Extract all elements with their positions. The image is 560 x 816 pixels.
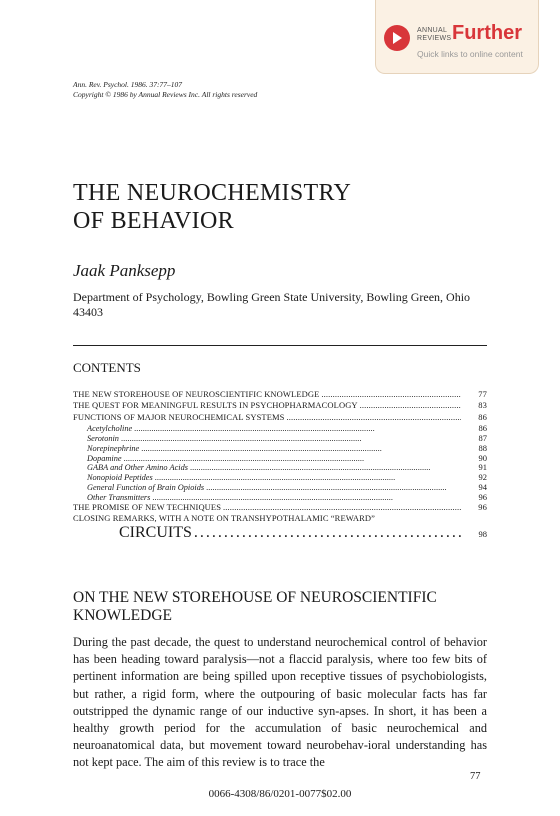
toc-entry-page: 86 [478, 423, 487, 434]
author: Jaak Panksepp [73, 261, 176, 280]
toc-leader-dots [152, 493, 461, 502]
toc-entry[interactable] [73, 502, 487, 513]
toc-entry-page: 87 [478, 432, 487, 443]
toc-leader-dots [121, 434, 461, 443]
citation-journal: Ann. Rev. Psychol. 1986. 37:77–107 [73, 80, 183, 89]
toc-leader-dots [287, 412, 462, 422]
toc-entry-label: THE NEW STOREHOUSE OF NEUROSCIENTIFIC KNOWLEDGE [73, 389, 320, 399]
toc-entry[interactable] [73, 433, 487, 443]
annual-reviews-logo-text: ANNUAL REVIEWS [417, 27, 452, 42]
title-line-1: THE NEUROCHEMISTRY [73, 180, 352, 206]
page-number: 77 [470, 771, 481, 782]
annual-reviews-further-banner[interactable] [375, 0, 539, 74]
toc-entry[interactable] [73, 453, 487, 463]
toc-entry-label: THE QUEST FOR MEANINGFUL RESULTS IN PSYCHOPHARMACOLOGY [73, 400, 358, 411]
contents-heading: CONTENTS [73, 360, 141, 375]
toc-entry-label: Nonopioid Peptides [87, 473, 153, 483]
toc-entry-page: 91 [478, 462, 487, 473]
table-of-contents [73, 389, 487, 542]
toc-entry[interactable] [73, 462, 487, 472]
toc-leader-dots [190, 463, 461, 472]
affiliation: Department of Psychology, Bowling Green State University, Bowling Green, Ohio 43403 [73, 290, 471, 319]
toc-entry-page: 86 [478, 411, 487, 422]
toc-entry-label: Acetylcholine [87, 424, 133, 434]
toc-leader-dots [360, 400, 461, 410]
toc-entry[interactable] [73, 513, 487, 524]
section-heading: ON THE NEW STOREHOUSE OF NEUROSCIENTIFIC KNOWLEDGE [73, 589, 437, 624]
toc-entry-page: 90 [478, 452, 487, 463]
article-code: 0066-4308/86/0201-0077$02.00 [208, 788, 352, 800]
toc-entry[interactable] [73, 423, 487, 433]
article-title [73, 179, 351, 235]
toc-leader-dots [223, 502, 461, 512]
toc-entry-label: FUNCTIONS OF MAJOR NEUROCHEMICAL SYSTEMS [73, 411, 285, 422]
citation [73, 80, 257, 100]
toc-entry-page: 83 [478, 400, 487, 411]
toc-entry-label: General Function of Brain Opioids [87, 482, 205, 492]
title-line-2: OF BEHAVIOR [73, 208, 234, 234]
toc-leader-dots [141, 444, 461, 453]
further-brand: Further [452, 22, 522, 44]
citation-copyright: Copyright © 1986 by Annual Reviews Inc. All rights reserved [73, 90, 258, 99]
toc-entry[interactable] [73, 482, 487, 492]
toc-entry-label: THE PROMISE OF NEW TECHNIQUES [73, 501, 222, 512]
toc-entry-page: 92 [478, 472, 487, 483]
quick-links-tagline[interactable]: Quick links to online content [417, 49, 523, 59]
toc-leader-dots [124, 454, 461, 463]
toc-entry-page: 96 [478, 491, 487, 502]
toc-entry-label: Serotonin [87, 433, 119, 443]
toc-leader-dots [134, 424, 461, 433]
toc-leader-dots [321, 389, 461, 399]
toc-entry-page: 77 [478, 389, 487, 399]
toc-entry[interactable] [73, 400, 487, 411]
toc-entry-page: 96 [478, 501, 487, 512]
toc-entry[interactable] [73, 472, 487, 482]
toc-entry[interactable] [73, 389, 487, 400]
toc-entry-page: 88 [478, 442, 487, 453]
toc-entry[interactable] [73, 443, 487, 453]
toc-leader-dots [155, 473, 461, 482]
play-icon [384, 25, 410, 51]
toc-entry-page: 98 [478, 529, 487, 540]
toc-entry-label: Norepinephrine [87, 443, 140, 453]
toc-entry-label: GABA and Other Amino Acids [87, 463, 188, 473]
toc-entry-label: Dopamine [87, 453, 122, 463]
toc-entry-page: 94 [478, 481, 487, 492]
toc-entry-label: CLOSING REMARKS, WITH A NOTE ON TRANSHYPOTHALAMIC “REWARD” [73, 512, 376, 523]
toc-entry[interactable] [73, 492, 487, 502]
toc-entry[interactable] [73, 412, 487, 423]
body-paragraph: During the past decade, the quest to understand neurochemical control of behavior has been heading toward paralysis—not a flaccid paralysis, where too few bits of pertinent information are being spilled upon receptive tissues of psychobiologists, but rather, a rigid form, where the outpouring of basic molecular facts has far outstripped the dynamic range of our inductive syn-apses. In short, it has been a healthy growth period for the accumulation of basic neurochemical and neuroanatomical data, but movement toward neurobehav-ioral understanding has not kept pace. The aim of this review is to trace the [73, 635, 487, 770]
toc-entry-label: Other Transmitters [87, 492, 151, 502]
toc-entry-label: CIRCUITS [119, 524, 192, 542]
toc-leader-dots [194, 524, 461, 542]
divider [73, 345, 487, 346]
toc-leader-dots [206, 483, 461, 492]
toc-entry[interactable] [73, 524, 487, 542]
